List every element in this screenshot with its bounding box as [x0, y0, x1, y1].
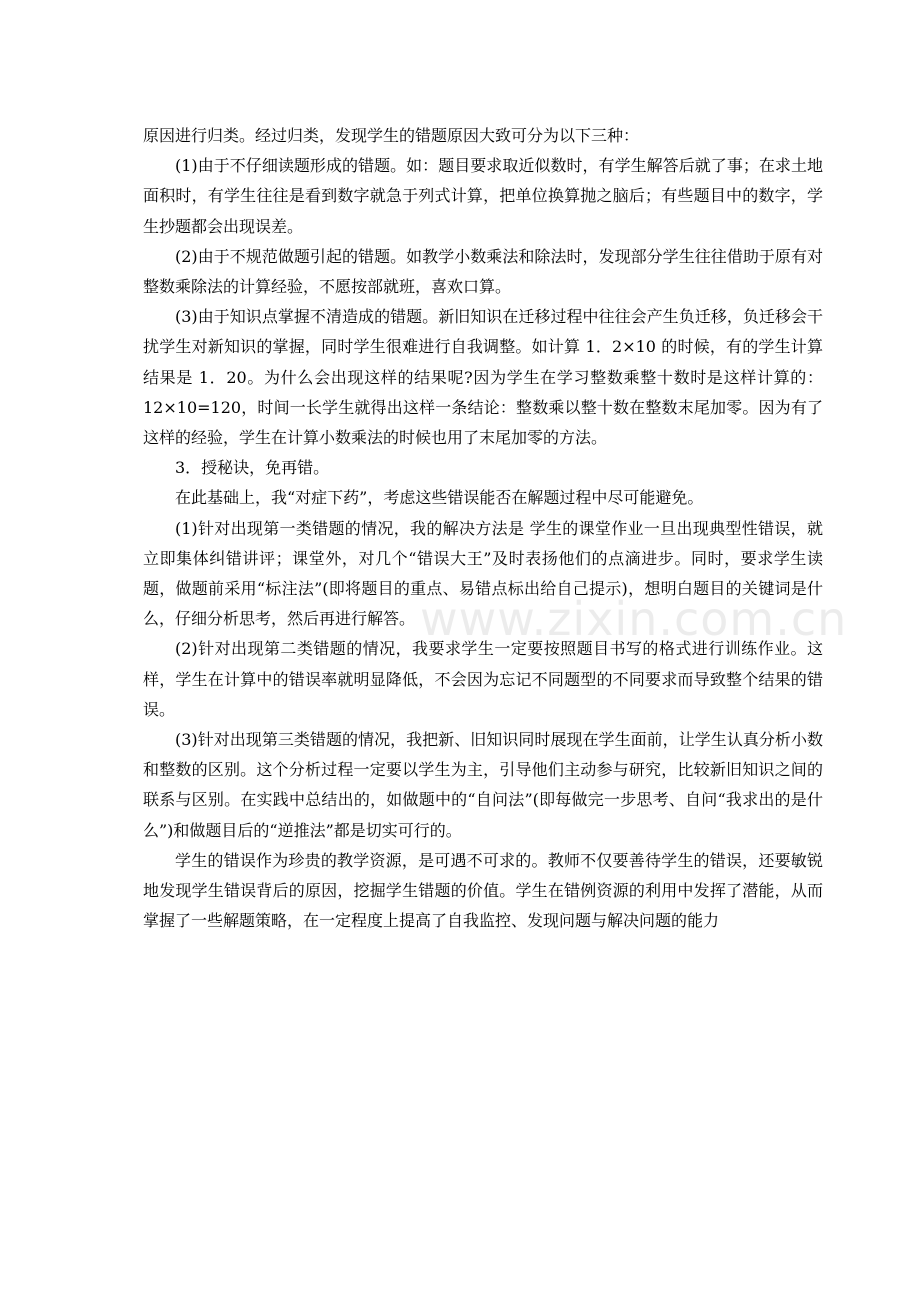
paragraph-strategy-2: (2)针对出现第二类错题的情况，我要求学生一定要按照题目书写的格式进行训练作业。这样，学生在计算中的错误率就明显降低，不会因为忘记不同题型的不同要求而导致整个结果的错误。 — [143, 639, 823, 719]
site-watermark: www.zixin.com.cn — [420, 592, 848, 646]
paragraph-strategy-3: (3)针对出现第三类错题的情况，我把新、旧知识同时展现在学生面前，让学生认真分析小数和整数的区别。这个分析过程一定要以学生为主，引导他们主动参与研究，比较新旧知识之间的联系与区别。在实践中总结出的，如做题中的“自问法”(即每做完一步思考、自问“我求出的是什么”)和做题目后的“逆推法”都是切实可行的。 — [143, 730, 823, 840]
paragraph-strategy-1: (1)针对出现第一类错题的情况，我的解决方法是 学生的课堂作业一旦出现典型性错误，就立即集体纠错讲评；课堂外，对几个“错误大王”及时表扬他们的点滴进步。同时，要求学生读题，做题前采用“标注法”(即将题目的重点、易错点标出给自己提示)，想明白题目的关键词是什么，仔细分析思考，然后再进行解答。 — [143, 518, 823, 629]
paragraph-strategy-intro: 在此基础上，我“对症下药”，考虑这些错误能否在解题过程中尽可能避免。 — [175, 488, 704, 508]
paragraph-reason-3: (3)由于知识点掌握不清造成的错题。新旧知识在迁移过程中往往会产生负迁移，负迁移会干扰学生对新知识的掌握，同时学生很难进行自我调整。如计算 1．2×10 的时候，有的学生计算结果是 1．20。为什么会出现这样的结果呢?因为学生在学习整数乘整十数时是这样计算的：12×10=120，时间一长学生就得出这样一条结论：整数乘以整十数在整数末尾加零。因为有了这样的经验，学生在计算小数乘法的时候也用了末尾加零的方法。 — [143, 307, 823, 448]
paragraph-conclusion: 学生的错误作为珍贵的教学资源，是可遇不可求的。教师不仅要善待学生的错误，还要敏锐地发现学生错误背后的原因，挖掘学生错题的价值。学生在错例资源的利用中发挥了潜能，从而掌握了一些解题策略，在一定程度上提高了自我监控、发现问题与解决问题的能力 — [143, 850, 823, 931]
section-heading-3: 3．授秘诀，免再错。 — [175, 458, 330, 478]
paragraph-intro: 原因进行归类。经过归类，发现学生的错题原因大致可分为以下三种： — [143, 126, 640, 145]
document-body — [143, 121, 823, 936]
paragraph-reason-2: (2)由于不规范做题引起的错题。如教学小数乘法和除法时，发现部分学生往往借助于原有对整数乘除法的计算经验，不愿按部就班，喜欢口算。 — [143, 246, 823, 297]
paragraph-reason-1: (1)由于不仔细读题形成的错题。如：题目要求取近似数时，有学生解答后就了事；在求土地面积时，有学生往往是看到数字就急于列式计算，把单位换算抛之脑后；有些题目中的数字，学生抄题都会出现误差。 — [143, 156, 823, 236]
